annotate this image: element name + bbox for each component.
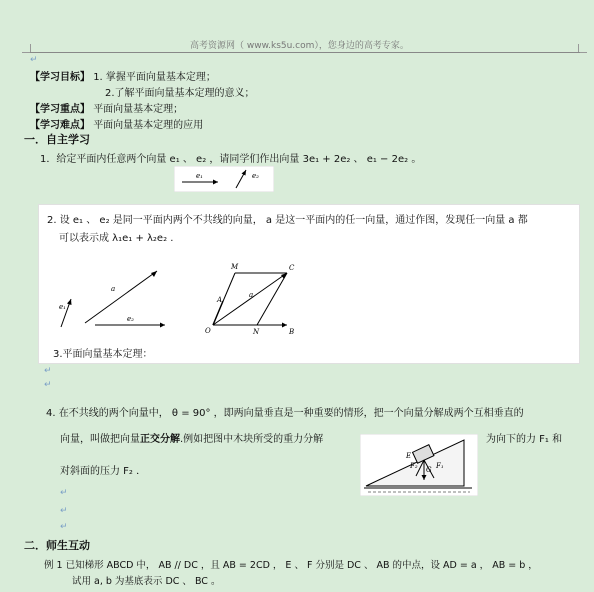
paragraph-mark-icon: ↵: [30, 55, 38, 65]
goals-item-1: 1. 掌握平面向量基本定理；: [93, 72, 216, 83]
fig1-label-e1: e₁: [196, 172, 203, 180]
fig2-label-e2: e₂: [127, 315, 134, 323]
question-2-box: [38, 204, 580, 364]
question-2-line2: 可以表示成 λ₁e₁ + λ₂e₂ .: [59, 233, 174, 244]
question-1: 1．给定平面内任意两个向量 e₁ 、 e₂ ，请同学们作出向量 3e₁ + 2e₂ 、 e₁ − 2e₂ 。: [40, 154, 422, 165]
paragraph-mark-icon: ↵: [60, 506, 68, 516]
paragraph-mark-icon: ↵: [60, 522, 68, 532]
paragraph-mark-icon: ↵: [44, 366, 52, 376]
question-4-text-b: .例如把图中木块所受的重力分解: [180, 434, 324, 445]
example-1-line2: 试用 a, b 为基底表示 DC 、 BC 。: [72, 576, 221, 587]
goals-label: 【学习目标】: [30, 72, 90, 83]
paragraph-mark-icon: ↵: [44, 380, 52, 390]
question-4-line2c: 为向下的力 F₁ 和: [486, 434, 563, 445]
figure-2-decomposition: [49, 257, 309, 337]
fig1-label-e2: e₂: [252, 172, 259, 180]
figure-1-vectors: [174, 166, 274, 192]
question-2-line1: 2. 设 e₁ 、 e₂ 是同一平面内两个不共线的向量， a 是这一平面内的任一向量，通过作图，发现任一向量 a 都: [47, 215, 528, 226]
fig2-label-e1: e₁: [59, 303, 66, 311]
question-4-text-a: 向量，叫做把向量: [60, 434, 140, 445]
fig3-label-G: G: [426, 466, 432, 474]
difficulty: [30, 116, 203, 131]
question-4-line2a: [60, 430, 323, 445]
question-4-line1: 4. 在不共线的两个向量中， θ = 90° ，即两向量垂直是一种重要的情形，把一个向量分解成两个互相垂直的: [46, 408, 524, 419]
difficulty-label: 【学习难点】: [30, 120, 90, 131]
paragraph-mark-icon: ↵: [60, 488, 68, 498]
fig2-label-B: B: [289, 328, 295, 336]
key-point: [30, 100, 183, 115]
learning-goals: [30, 68, 216, 83]
fig2-label-M: M: [231, 263, 239, 271]
fig2-label-C: C: [289, 264, 295, 272]
question-3: 3.平面向量基本定理：: [53, 349, 153, 360]
fig2-label-A: A: [217, 296, 223, 304]
question-4-bold: 正交分解: [140, 434, 180, 445]
fig2-label-O: O: [205, 327, 211, 335]
difficulty-text: 平面向量基本定理的应用: [93, 120, 204, 131]
example-1-line1: 例 1 已知梯形 ABCD 中， AB // DC ，且 AB = 2CD ， E 、 F 分别是 DC 、 AB 的中点，设 AD = a ， AB = b ，: [44, 560, 538, 571]
question-4-line3: 对斜面的压力 F₂ ．: [60, 466, 147, 477]
goals-item-2: 2.了解平面向量基本定理的意义；: [105, 88, 255, 99]
key-point-text: 平面向量基本定理；: [93, 104, 184, 115]
fig3-label-F1: F₁: [436, 462, 444, 470]
key-point-label: 【学习重点】: [30, 104, 90, 115]
header-source: 高考资源网（ www.ks5u.com），您身边的高考专家。: [190, 41, 409, 51]
fig3-label-F2: F₂: [410, 462, 418, 470]
fig2-label-N: N: [253, 328, 260, 336]
section-2-title: 二．师生互动: [24, 539, 90, 552]
fig2-label-a: a: [111, 285, 116, 293]
header-rule: [30, 52, 580, 53]
figure-3-incline: [360, 434, 478, 496]
fig2-label-a2: a: [249, 291, 254, 299]
fig3-label-E: E: [406, 452, 412, 460]
section-1-title: 一．自主学习: [24, 133, 90, 146]
